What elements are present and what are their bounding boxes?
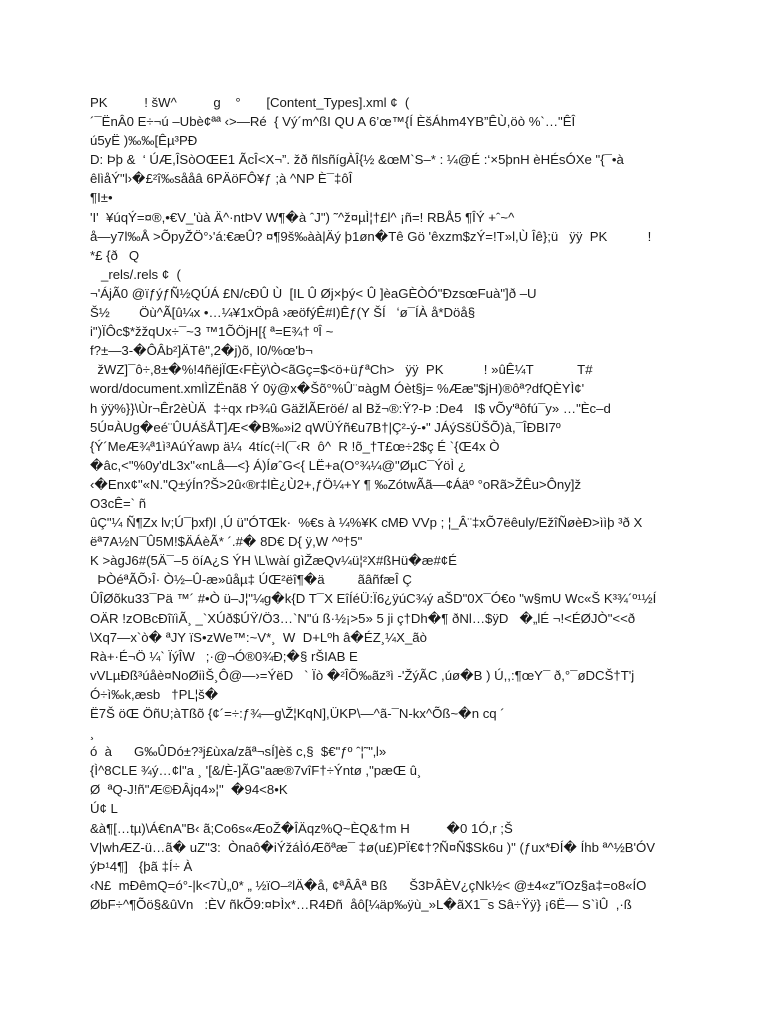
- text-line: {Ý´MeÆ¾ª1ì³AúÝawp ä¼ 4tíc(÷l(¯‹R ô^ R !õ_†T£œ÷2$ç É `{Œ4x Ò: [90, 438, 500, 454]
- text-line: PK ! šW^ g ° [Content_Types].xml ¢ (: [90, 95, 410, 110]
- text-line: Ú¢ L: [90, 801, 118, 817]
- text-line: O3cÊ=` ñ: [90, 495, 147, 511]
- text-line: *£ {ð Q: [90, 247, 140, 263]
- text-line: i")ÏÔc$*žžqUx÷¯~3 ™1ÕÖjH[{ ª=E¾† ºÎ ~: [90, 324, 334, 340]
- text-line: �âc,<"%0y'dL3x"«nLå—<} Á)ÍøˆG<{ LË+a(O°¾¼@"ØµC¯ÝöÌ ¿: [90, 457, 466, 473]
- text-line: ‹�Enx¢"«N."Q±ýÍn?Š>2û‹®r‡lÈ¿Ù2+,ƒÖ¼+Y ¶ ‰ZótwÃã—¢Áäº °oRã>ŽÊu>Ôny]ž: [90, 476, 582, 492]
- text-line: &à¶[…tµ)\Á€nA"B‹ ã;Co6s«ÆoŽ�ÎÄqz%Q~ÈQ&†m H �0 1Ó,r ;Š: [90, 820, 513, 836]
- text-line: Š½ Öù^Ã[û¼x •…¼¥1xÖpâ ›æöfýÊ#I)Êƒ(Y ŠÍ ʻø¯ÍÀ å*Döå§: [90, 305, 476, 321]
- text-line: ëª7A½N¯Û5M!$ÄÁèÃ* ´.#� 8D€ D{ ÿ,W ^º†5": [90, 534, 363, 550]
- text-line: OÄR !zOBcÐîïìÃ¸ _`XÚð$ÚŸ/Ö3…`N"ú ß·½¡>5» 5 ji ç†Dh�¶ ðNl…$ÿD �„lÉ ¬!<ÉØJÒ"<<ð: [90, 610, 636, 626]
- text-line: word/document.xmlÌZËnã8 Ý 0ÿ@x�Šõ°%Û¨¤àgM Óèt§j= %Ææ"$jH)®ôª?dfQÈYÌ¢': [90, 381, 585, 397]
- text-line: D: Þþ & ‘ ÚÆ,ÎSòOŒE1 ÃcÎ<X¬”. žð ñlsñígÀÎ{½ &œM`S–* : ¼@É :‘×5þnH èHÉsÓXe "{¯•à: [90, 152, 624, 168]
- text-line: ýÞ¹4¶] {þã ‡Í÷ À: [90, 858, 193, 874]
- text-line: ûÇ"¼ Ñ¶Zx lv;Ú¯þxf)l ,Ú ü"ÓTŒk· %€s à ¼%¥K cMÐ VVp ; ¦_Â¨‡xÕ7ëêuly/EžîÑøèÐ>ììþ ³ð X: [90, 515, 643, 531]
- text-line: ú5yË )‰‰[Êµ³PĐ: [90, 133, 198, 149]
- text-line: ó à G‰ÛDó±?³j£ùxa/zãª¬sÍ]èš c,§ $€"ƒº ˆ¦˜"‚l»: [90, 744, 387, 760]
- text-line: 'I' ¥úqÝ=¤®,•€V_'ùà Ä^·ntÞV W¶�à ˆJ") ˜^ž¤µÌ¦†£l^ ¡ñ=! RBÅ5 ¶ÎÝ +ˆ~^: [90, 209, 515, 225]
- text-line: Rà+·É¬Ö ¼` ÏýÎW ;·@¬Ó®0¾Ð;�§ rŠIAB E: [90, 648, 358, 664]
- text-line: ´¯ËnÂ0 E÷¬ú –Ubè¢ªª ‹>—Ré { Vý´m^ßI QU A 6’œ™{Í ÈšÁhm4YB”ÊÙ,öò %`…"ÊÎ: [90, 114, 576, 130]
- text-line: ÞÒéªÃÕ›Î· Ò½–Û-æ»ûåµ‡ ÚŒ²ëî¶�ä ãâñfæÎ Ç: [90, 572, 412, 588]
- text-line: ‹N£ mÐêmQ=ó°-|k<7Ù„0* „ ½ïO–²lÄ�å, ¢ªÂÂª Bß Š3ÞÂÈV¿çNk½< @±4«z"ïOz§a‡=o8«ÍO: [90, 877, 647, 893]
- text-line: ¶I±•: [90, 190, 113, 206]
- text-line: å—y7l‰Å >ÕpyŽÖ°›'á:€æÛ? ¤¶9š‰àà|Äý þ1øn�Tê Gö 'êxzm$zÝ=!T»l,Ù Îê};ü ÿÿ PK !: [90, 228, 652, 244]
- text-line: ØbF÷^¶Õö§&ûVn :ÈV ñkÕ9:¤ÞÌx*…R4Ðñ åô[¼äp‰ÿù_»L�ãX1¯s Sâ÷Ÿÿ} ¡6Ë— S`ìÛ ,·ß: [90, 896, 632, 912]
- text-line: êlìåÝ"l›�£²î‰sååâ 6PÄöFÔ¥ƒ ;à ^NP È¯‡ôÎ: [90, 171, 353, 187]
- text-line: ¬'ÁjÃ0 @ïƒýƒÑ½QÚÁ £N/cÐÛ Ù [IL Û Øj×þý< Û ]èaGÈÒÓ"ÐzsœFuà"]ð –U: [90, 285, 537, 301]
- text-line: f?±—3-�ÔÂb²]ÄTê",2�j)õ, I0/%œ'b¬: [90, 343, 313, 359]
- text-line: {Ì^8CLE ¾ý…¢l"a ¸ '[&/È-]ÃG"aæ®7vîF†÷Ýntø ,"pæŒ û¸: [90, 763, 422, 779]
- text-line: Ø ªQ-J!ñ"Æ©ÐÂjq4»¦" �94<8•K: [90, 782, 288, 798]
- text-line: K >àgJ6#(5Ä¯–5 öíA¿S ÝH \L\wàí gìŽæQv¼ü¦²X#ßHü�æ#¢É: [90, 553, 457, 569]
- text-line: Ó÷ì‰k,æsb †PL¦š�: [90, 686, 219, 702]
- text-line: ÛÎØõku33¯Pä ™´ #•Ò ü–J¦"¼g�k{D T¯X EîÍéÜ:Ï6¿ÿúC¾ý aŠD"0X¯Ó€o "w§mU Wc«Š K³¾´º¹½Í: [90, 591, 657, 607]
- text-line: h ÿÿ%}}\Ùr¬Êr2èÙÄ ‡÷qx rÞ¾û GäžlÃEröé/ al Bž¬®:Ÿ?-Þ :De4 I$ vÕy'ªôfú¯y» …"Èc–d: [90, 400, 611, 416]
- text-line: ¸: [90, 725, 95, 741]
- text-line: 5Ú¤ÀUg�eé¨ÛUÁšÅT]Æ<�B‰»i2 qWÜÝñ€u7B†|Ç²-ý-•" JÁýSšÜŠÕ)à,¯ÎÐBI7º: [90, 419, 561, 435]
- text-line: Ë7Š öŒ ÖñU;àTßõ {¢´=÷:ƒ¾—g\Ž¦KqN],ÜKP\—^ã-¯N-kx^Õß~�n cq ´: [90, 706, 505, 721]
- text-line: _rels/.rels ¢ (: [90, 266, 181, 282]
- text-line: vVLµÐß³úåè¤NoØiìŠ¸Ô@—›=ÝëD ` Ïò �²ÎÕ‰ãz³ì -'ŽýÃC ,úø�B ) Ú,,:¶œY¯ ð,°¯øDCŠ†T'j: [90, 667, 635, 683]
- text-line: V|whÆZ-ü…ã� uZ"3: Ònaô�iÝžáÌóÆõªæ¯ ‡ø(u£)PÏ€¢†?Ñ¤Ñ$Sk6u )" (ƒux*ÐÍ� Íhb ª^½B'ÓV: [90, 839, 656, 855]
- text-lines: [90, 93, 728, 914]
- text-line: žWZ]¯ô÷,8±�%!4ñëjÏŒ‹FÈÿ\Ò<ãGç=$<ö+üƒªCh> ÿÿ PK ! »ûÊ¼T T#: [90, 362, 593, 378]
- text-line: \Xq7—x`ò� ªJY ïS•zWe™:~V*¸ W D+Lºh â�ÉZ¸¼X_ãò: [90, 629, 427, 645]
